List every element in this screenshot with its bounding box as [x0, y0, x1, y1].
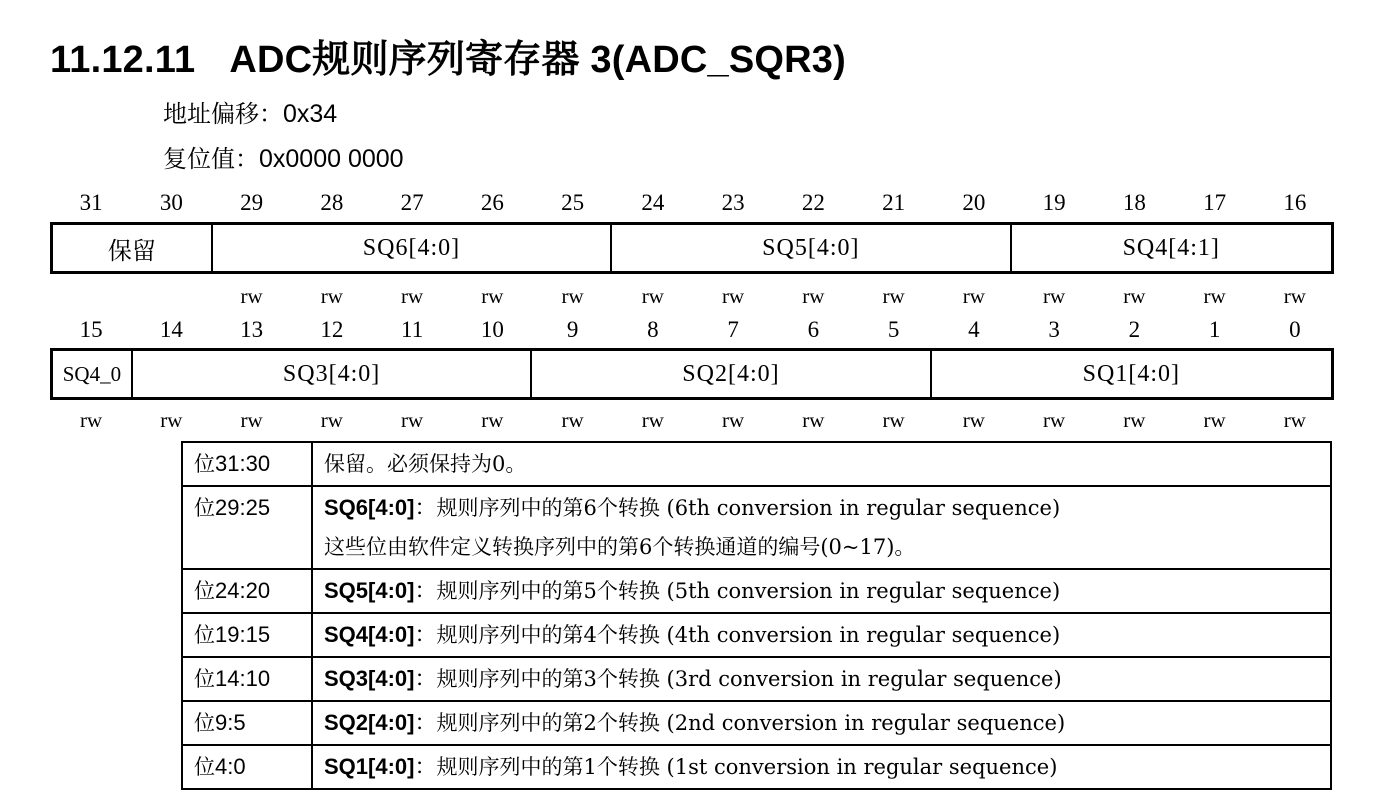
access-type: rw	[1123, 284, 1146, 308]
access-type: rw	[1203, 408, 1226, 432]
bit-number: 21	[882, 190, 906, 215]
description-cell	[312, 442, 1331, 486]
access-type: rw	[401, 408, 424, 432]
field-name: SQ2[4:0]	[324, 710, 415, 735]
access-type: rw	[80, 408, 103, 432]
register-field: SQ2[4:0]	[532, 351, 931, 397]
register-field: SQ4[4:1]	[1122, 234, 1220, 261]
lower-register-fields	[50, 348, 1334, 400]
lower-access-row	[51, 408, 1335, 436]
table-row	[182, 701, 1331, 745]
address-offset-value: 0x34	[283, 100, 338, 128]
access-type: rw	[1203, 284, 1226, 308]
access-type: rw	[240, 284, 263, 308]
bit-number: 20	[962, 190, 986, 215]
bit-number: 28	[320, 190, 344, 215]
bit-number: 16	[1283, 190, 1307, 215]
upper-register-fields	[50, 222, 1334, 274]
field-separator: ：	[414, 623, 437, 648]
bit-range: 19:15	[215, 622, 271, 647]
access-type: rw	[481, 284, 504, 308]
table-row	[182, 569, 1331, 613]
access-type: rw	[320, 284, 343, 308]
field-name: SQ3[4:0]	[324, 666, 415, 691]
section-heading	[50, 28, 846, 83]
reset-value	[163, 139, 404, 174]
field-description: 规则序列中的第4个转换 (4th conversion in regular sequence)	[436, 623, 1061, 647]
lower-bit-numbers	[51, 317, 1335, 345]
bit-number: 4	[968, 317, 980, 342]
access-type: rw	[1283, 408, 1306, 432]
field-detail: 这些位由软件定义转换序列中的第6个转换通道的编号(0~17)。	[324, 535, 916, 559]
bit-number: 2	[1128, 317, 1141, 342]
bit-prefix: 位	[194, 667, 215, 691]
bit-prefix: 位	[194, 755, 215, 779]
access-type: rw	[802, 284, 825, 308]
bit-number: 29	[240, 190, 264, 215]
bit-number: 27	[400, 190, 424, 215]
table-row	[182, 745, 1331, 789]
bit-number: 26	[480, 190, 504, 215]
bit-number: 31	[79, 190, 103, 215]
table-row	[182, 613, 1331, 657]
bit-number: 14	[159, 317, 183, 342]
access-type: rw	[802, 408, 825, 432]
field-description: 规则序列中的第2个转换 (2nd conversion in regular sequence)	[436, 711, 1066, 735]
field-description: 规则序列中的第5个转换 (5th conversion in regular sequence)	[436, 579, 1061, 603]
bit-number: 9	[566, 317, 579, 342]
bit-number: 15	[79, 317, 103, 342]
bit-prefix: 位	[194, 711, 215, 735]
bit-number: 17	[1203, 190, 1227, 215]
bit-number: 19	[1042, 190, 1066, 215]
field-description: 规则序列中的第1个转换 (1st conversion in regular sequence)	[436, 755, 1058, 779]
bit-range: 4:0	[215, 754, 246, 779]
access-type: rw	[962, 408, 985, 432]
description-cell	[312, 613, 1331, 657]
bit-range-cell	[182, 486, 312, 569]
register-field: SQ6[4:0]	[213, 225, 612, 271]
field-description: 保留。必须保持为0。	[324, 452, 527, 476]
access-type: rw	[882, 284, 905, 308]
bit-number: 12	[320, 317, 344, 342]
bit-number: 10	[480, 317, 504, 342]
bit-number: 30	[159, 190, 183, 215]
access-type	[51, 284, 131, 312]
reset-value-value: 0x0000 0000	[259, 145, 404, 173]
bit-range: 29:25	[215, 495, 271, 520]
bit-range-cell	[182, 745, 312, 789]
register-field: SQ1[4:0]	[1082, 360, 1180, 387]
description-cell	[312, 657, 1331, 701]
bit-range: 24:20	[215, 578, 271, 603]
access-type: rw	[1123, 408, 1146, 432]
bit-range-cell	[182, 613, 312, 657]
bit-number: 22	[801, 190, 825, 215]
bit-range-cell	[182, 569, 312, 613]
bit-description-table	[181, 441, 1332, 790]
access-type: rw	[641, 284, 664, 308]
bit-number: 6	[807, 317, 820, 342]
address-offset-label: 地址偏移：	[163, 100, 283, 128]
bit-number: 1	[1208, 317, 1221, 342]
field-name: SQ5[4:0]	[324, 578, 415, 603]
register-field: SQ4_0	[53, 351, 133, 397]
table-row	[182, 657, 1331, 701]
bit-range-cell	[182, 701, 312, 745]
bit-prefix: 位	[194, 579, 215, 603]
access-type: rw	[561, 408, 584, 432]
access-type: rw	[1283, 284, 1306, 308]
upper-access-row	[51, 284, 1335, 312]
bit-prefix: 位	[194, 623, 215, 647]
address-offset	[163, 94, 337, 129]
access-type: rw	[320, 408, 343, 432]
field-separator: ：	[414, 496, 437, 521]
field-description: 规则序列中的第6个转换 (6th conversion in regular sequence)	[436, 496, 1061, 520]
bit-number: 3	[1048, 317, 1060, 342]
access-type: rw	[882, 408, 905, 432]
register-field: SQ5[4:0]	[612, 225, 1011, 271]
field-separator: ：	[414, 579, 437, 604]
access-type: rw	[561, 284, 584, 308]
access-type	[131, 284, 211, 312]
bit-number: 13	[240, 317, 264, 342]
access-type: rw	[240, 408, 263, 432]
field-name: SQ6[4:0]	[324, 495, 415, 520]
access-type: rw	[481, 408, 504, 432]
description-cell	[312, 745, 1331, 789]
bit-number: 24	[641, 190, 665, 215]
access-type: rw	[1043, 408, 1066, 432]
description-cell	[312, 486, 1331, 569]
bit-range-cell	[182, 442, 312, 486]
bit-number: 18	[1122, 190, 1146, 215]
access-type: rw	[1043, 284, 1066, 308]
bit-number: 8	[647, 317, 659, 342]
register-field: SQ3[4:0]	[133, 351, 532, 397]
description-cell	[312, 701, 1331, 745]
field-separator: ：	[414, 755, 437, 780]
access-type: rw	[722, 284, 745, 308]
bit-number: 7	[727, 317, 739, 342]
field-name: SQ1[4:0]	[324, 754, 415, 779]
section-title: ADC规则序列寄存器 3(ADC_SQR3)	[229, 39, 846, 81]
bit-range-cell	[182, 657, 312, 701]
access-type: rw	[641, 408, 664, 432]
bit-number: 0	[1289, 317, 1301, 342]
access-type: rw	[401, 284, 424, 308]
access-type: rw	[722, 408, 745, 432]
description-cell	[312, 569, 1331, 613]
bit-range: 9:5	[215, 710, 246, 735]
bit-number: 5	[887, 317, 900, 342]
table-row	[182, 442, 1331, 486]
bit-prefix: 位	[194, 496, 215, 520]
bit-range: 31:30	[215, 451, 271, 476]
bit-prefix: 位	[194, 452, 215, 476]
access-type: rw	[962, 284, 985, 308]
bit-number: 25	[561, 190, 585, 215]
section-number: 11.12.11	[50, 39, 196, 81]
bit-range: 14:10	[215, 666, 271, 691]
upper-bit-numbers	[51, 190, 1335, 218]
field-separator: ：	[414, 711, 437, 736]
reset-value-label: 复位值：	[163, 145, 259, 173]
field-description: 规则序列中的第3个转换 (3rd conversion in regular sequence)	[436, 667, 1062, 691]
access-type: rw	[160, 408, 183, 432]
table-row	[182, 486, 1331, 569]
field-separator: ：	[414, 667, 437, 692]
register-field: 保留	[53, 225, 213, 271]
field-name: SQ4[4:0]	[324, 622, 415, 647]
bit-number: 11	[401, 317, 424, 342]
bit-number: 23	[721, 190, 745, 215]
